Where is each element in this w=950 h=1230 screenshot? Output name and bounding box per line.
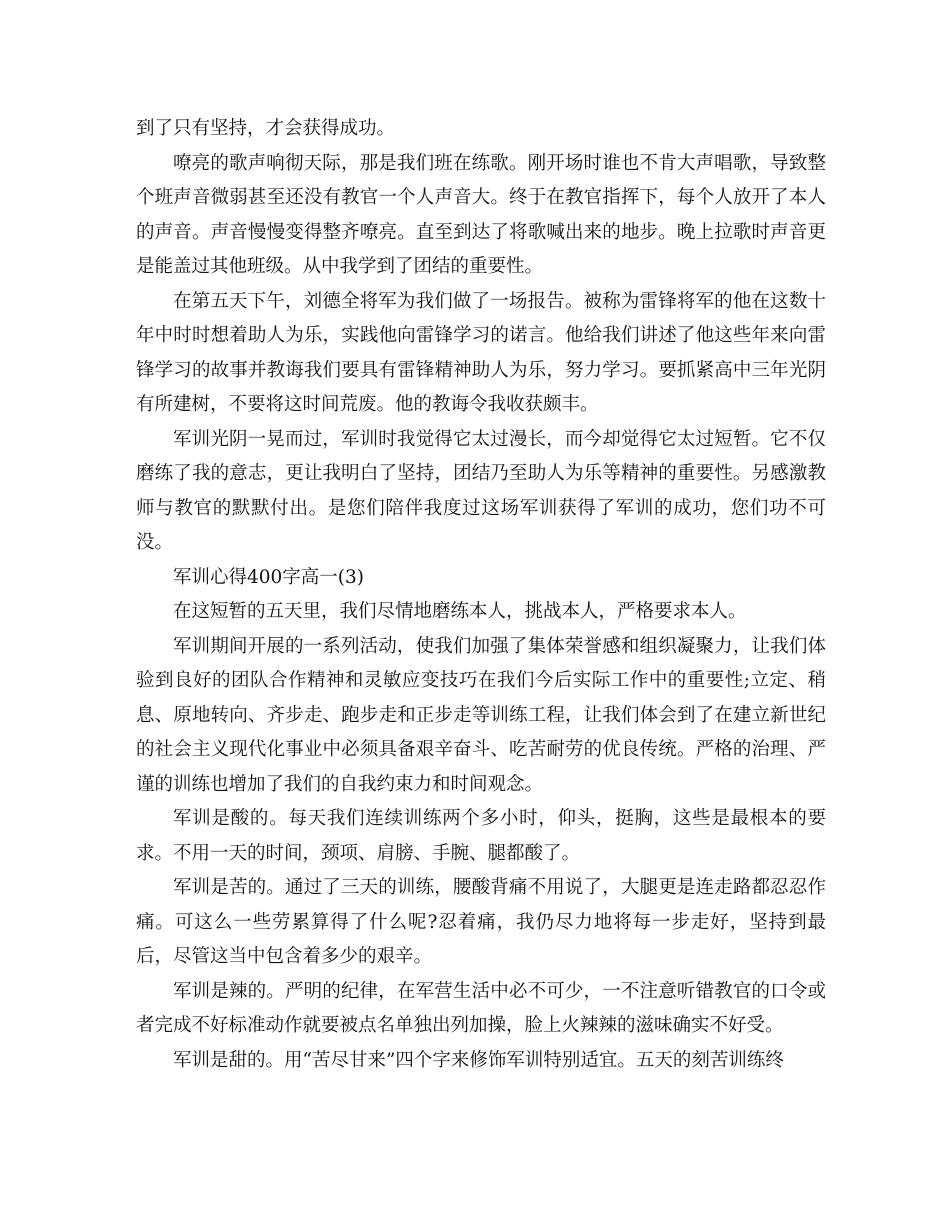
paragraph: 在这短暂的五天里，我们尽情地磨练本人，挑战本人，严格要求本人。 [173, 601, 747, 622]
paragraph: 军训光阴一晃而过，军训时我觉得它太过漫长，而今却觉得它太过短暂。它不仅磨练了我的意志，更让我明白了坚持，团结乃至助人为乐等精神的重要性。另感激教师与教官的默默付出。是您们陪伴我度过这场军训获得了军训的成功，您们功不可没。 [136, 428, 826, 553]
paragraph: 军训是酸的。每天我们连续训练两个多小时，仰头，挺胸，这些是最根本的要求。不用一天的时间，颈项、肩膀、手腕、腿都酸了。 [136, 808, 826, 864]
paragraph: 军训是辣的。严明的纪律，在军营生活中必不可少，一不注意听错教官的口令或者完成不好标准动作就要被点名单独出列加操，脸上火辣辣的滋味确实不好受。 [136, 980, 826, 1036]
paragraph: 到了只有坚持，才会获得成功。 [136, 118, 396, 139]
paragraph: 军训是苦的。通过了三天的训练，腰酸背痛不用说了，大腿更是连走路都忍忍作痛。可这么一些劳累算得了什么呢?忍着痛，我仍尽力地将每一步走好，坚持到最后，尽管这当中包含着多少的艰辛。 [136, 877, 826, 967]
paragraph: 军训期间开展的一系列活动，使我们加强了集体荣誉感和组织凝聚力，让我们体验到良好的团队合作精神和灵敏应变技巧在我们今后实际工作中的重要性;立定、稍息、原地转向、齐步走、跑步走和正步走等训练工程，让我们体会到了在建立新世纪的社会主义现代化事业中必须具备艰辛奋斗、吃苦耐劳的优良传统。严格的治理、严谨的训练也增加了我们的自我约束力和时间观念。 [136, 635, 826, 795]
paragraph: 嘹亮的歌声响彻天际，那是我们班在练歌。刚开场时谁也不肯大声唱歌，导致整个班声音微弱甚至还没有教官一个人声音大。终于在教官指挥下，每个人放开了本人的声音。声音慢慢变得整齐嘹亮。直至到达了将歌喊出来的地步。晚上拉歌时声音更是能盖过其他班级。从中我学到了团结的重要性。 [136, 152, 826, 277]
paragraph: 军训是甜的。用“苦尽甘来”四个字来修饰军训特别适宜。五天的刻苦训练终 [173, 1049, 784, 1071]
section-heading: 军训心得400字高一(3) [173, 566, 365, 588]
paragraph: 在第五天下午，刘德全将军为我们做了一场报告。被称为雷锋将军的他在这数十年中时时想着助人为乐，实践他向雷锋学习的诺言。他给我们讲述了他这些年来向雷锋学习的故事并教诲我们要具有雷锋精神助人为乐，努力学习。要抓紧高中三年光阴有所建树，不要将这时间荒废。他的教诲令我收获颇丰。 [136, 290, 826, 415]
document-body [136, 112, 826, 1078]
